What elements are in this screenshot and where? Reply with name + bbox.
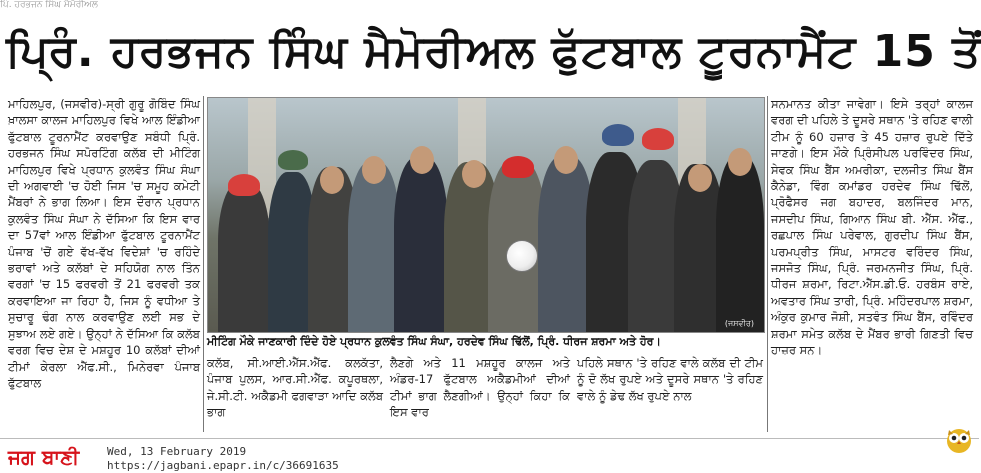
person <box>218 182 270 332</box>
article-column-2c: ਪਹਿਲੇ ਸਥਾਨ 'ਤੇ ਰਹਿਣ ਵਾਲੇ ਕਲੱਬ ਦੀ ਟੀਮ ਨੂੰ ਦੋ ਲੱਖ ਰੁਪਏ ਅਤੇ ਦੂਸਰੇ ਸਥਾਨ 'ਤੇ ਰਹਿਣ ਵਾਲੇ ਨੂੰ ਡੇਢ ਲੱਖ ਰੁਪਏ ਨਾਲ <box>577 356 763 403</box>
turban <box>502 156 534 178</box>
head <box>362 156 386 184</box>
head <box>554 146 578 174</box>
column-divider <box>203 96 204 432</box>
head <box>688 164 712 192</box>
person <box>394 157 448 332</box>
footer-divider <box>0 438 979 439</box>
turban <box>228 174 260 196</box>
headline: ਪ੍ਰਿੰ. ਹਰਭਜਨ ਸਿੰਘ ਮੈਮੋਰੀਅਲ ਫੁੱਟਬਾਲ ਟੂਰਨਾਮੈਂਟ 15 ਤੋਂ <box>6 26 981 77</box>
article-column-2b: ਲੈਣਗੇ ਅਤੇ 11 ਮਸ਼ਹੂਰ ਕਾਲਜ ਅਤੇ ਅੰਡਰ-17 ਫੁੱਟਬਾਲ ਅਕੈਡਮੀਆਂ ਦੀਆਂ ਟੀਮਾਂ ਭਾਗ ਲੈਣਗੀਆਂ। ਉਨ੍ਹਾਂ ਕਿਹਾ ਕਿ ਇਸ ਵਾਰ <box>390 356 570 420</box>
turban <box>278 150 308 170</box>
article-column-1: ਮਾਹਿਲਪੁਰ, (ਜਸਵੀਰ)-ਸ੍ਰੀ ਗੁਰੂ ਗੋਬਿੰਦ ਸਿੰਘ ਖ਼ਾਲਸਾ ਕਾਲਜ ਮਾਹਿਲਪੁਰ ਵਿਖੇ ਆਲ ਇੰਡੀਆ ਫੁੱਟਬਾਲ ਟੂਰਨਾਮੈਂਟ ਕਰਵਾਉਣ ਸਬੰਧੀ ਪ੍ਰਿੰ. ਹਰਭਜਨ ਸਿੰਘ ਸਪੋਰਟਿੰਗ ਕਲੱਬ ਦੀ ਮੀਟਿੰਗ ਮਾਹਿਲਪੁਰ ਵਿਖੇ ਪ੍ਰਧਾਨ ਕੁਲਵੰਤ ਸਿੰਘ ਸੰਘਾ ਦੀ ਅਗਵਾਈ 'ਚ ਹੋਈ ਜਿਸ 'ਚ ਸਮੂਹ ਕਮੇਟੀ ਮੈਂਬਰਾਂ ਨੇ ਭਾਗ ਲਿਆ। ਇਸ ਦੌਰਾਨ ਪ੍ਰਧਾਨ ਕੁਲਵੰਤ ਸਿੰਘ ਸੰਘਾ ਨੇ ਦੱਸਿਆ ਕਿ ਇਸ ਵਾਰ ਦਾ 57ਵਾਂ ਆਲ ਇੰਡੀਆ ਫੁੱਟਬਾਲ ਟੂਰਨਾਮੈਂਟ ਪੰਜਾਬ 'ਚੋਂ ਗਏ ਵੱਖ-ਵੱਖ ਵਿਦੇਸ਼ਾਂ 'ਚ ਰਹਿੰਦੇ ਭਰਾਵਾਂ ਅਤੇ ਕਲੱਬਾਂ ਦੇ ਸਹਿਯੋਗ ਨਾਲ ਤਿੰਨ ਵਰਗਾਂ 'ਚ 15 ਫਰਵਰੀ ਤੋਂ 21 ਫਰਵਰੀ ਤਕ ਕਰਵਾਇਆ ਜਾ ਰਿਹਾ ਹੈ, ਜਿਸ ਨੂੰ ਵਧੀਆ ਤੇ ਸੁਚਾਰੂ ਢੰਗ ਨਾਲ ਕਰਵਾਉਣ ਲਈ ਸਭ ਦੇ ਸੁਝਾਅ ਲਏ ਗਏ। ਉਨ੍ਹਾਂ ਨੇ ਦੱਸਿਆ ਕਿ ਕਲੱਬ ਵਰਗ ਵਿਚ ਦੇਸ਼ ਦੇ ਮਸ਼ਹੂਰ 10 ਕਲੱਬਾਂ ਦੀਆਂ ਟੀਮਾਂ ਕੇਰਲਾ ਐੱਫ.ਸੀ., ਮਿਨੇਰਵਾ ਪੰਜਾਬ ਫੁੱਟਬਾਲ <box>8 97 200 390</box>
publication-date: Wed, 13 February 2019 <box>107 445 247 458</box>
turban <box>642 128 674 150</box>
footer-meta <box>107 445 339 473</box>
column-divider <box>767 96 768 432</box>
head <box>320 166 344 194</box>
news-photo <box>207 97 765 333</box>
head <box>728 148 752 176</box>
head <box>462 160 486 188</box>
article-column-2a: ਕਲੱਬ, ਸੀ.ਆਈ.ਐੱਸ.ਐੱਫ. ਕਲਕੱਤਾ, ਪੰਜਾਬ ਪੁਲਸ, ਆਰ.ਸੀ.ਐੱਫ. ਕਪੂਰਥਲਾ, ਜੇ.ਸੀ.ਟੀ. ਅਕੈਡਮੀ ਫਗਵਾੜਾ ਆਦਿ ਕਲੱਬ ਭਾਗ <box>207 356 383 420</box>
person <box>716 156 764 332</box>
jagbani-logo: ਜਗ ਬਾਣੀ <box>8 445 80 469</box>
turban <box>602 124 634 146</box>
top-strip: ਪਿੰ. ਹਰਭਜਨ ਸਿੰਘ ਮੈਮੋਰੀਅਲ <box>0 0 98 10</box>
owl-mascot-icon <box>944 424 974 454</box>
epaper-url[interactable]: https://jagbani.epapr.in/c/36691635 <box>107 459 339 472</box>
photo-credit: (ਜਸਵੀਰ) <box>724 319 754 328</box>
football <box>506 240 538 272</box>
article-column-3: ਸਨਮਾਨਤ ਕੀਤਾ ਜਾਵੇਗਾ। ਇਸੇ ਤਰ੍ਹਾਂ ਕਾਲਜ ਵਰਗ ਦੀ ਪਹਿਲੇ ਤੇ ਦੂਸਰੇ ਸਥਾਨ 'ਤੇ ਰਹਿਣ ਵਾਲੀ ਟੀਮ ਨੂੰ 60 ਹਜ਼ਾਰ ਤੇ 45 ਹਜ਼ਾਰ ਰੁਪਏ ਦਿੱਤੇ ਜਾਣਗੇ। ਇਸ ਮੌਕੇ ਪ੍ਰਿੰਸੀਪਲ ਪਰਵਿੰਦਰ ਸਿੰਘ, ਸੇਵਕ ਸਿੰਘ ਬੈਂਸ ਅਮਰੀਕਾ, ਦਲਜੀਤ ਸਿੰਘ ਬੈਂਸ ਕੈਨੇਡਾ, ਵਿੰਗ ਕਮਾਂਡਰ ਹਰਦੇਵ ਸਿੰਘ ਢਿੱਲੋਂ, ਪ੍ਰੋਫੈਸਰ ਜਗ ਬਹਾਦਰ, ਬਲਜਿੰਦਰ ਮਾਨ, ਜਸਦੀਪ ਸਿੰਘ, ਗਿਆਨ ਸਿੰਘ ਬੀ. ਐੱਸ. ਐੱਫ., ਰਛਪਾਲ ਸਿੰਘ ਪਰੇਵਾਲ, ਗੁਰਦੀਪ ਸਿੰਘ ਬੈਂਸ, ਪਰਮਪ੍ਰੀਤ ਸਿੰਘ, ਮਾਸਟਰ ਵਰਿੰਦਰ ਸਿੰਘ, ਜਸਜੋਤ ਸਿੰਘ, ਪ੍ਰਿੰ. ਜਰਮਨਜੀਤ ਸਿੰਘ, ਪ੍ਰਿੰ. ਧੀਰਜ ਸ਼ਰਮਾ, ਰਿਟਾ.ਐੱਸ.ਡੀ.ਓ. ਹਰਬੰਸ ਰਾਏ, ਅਵਤਾਰ ਸਿੰਘ ਤਾਰੀ, ਪ੍ਰਿੰ. ਮਹਿੰਦਰਪਾਲ ਸ਼ਰਮਾ, ਅੰਕੁਰ ਕੁਮਾਰ ਜੋਸ਼ੀ, ਸਤਵੰਤ ਸਿੰਘ ਬੈਂਸ, ਰਵਿੰਦਰ ਸ਼ਰਮਾ ਸਮੇਤ ਕਲੱਬ ਦੇ ਮੈਂਬਰ ਭਾਰੀ ਗਿਣਤੀ ਵਿਚ ਹਾਜ਼ਰ ਸਨ। <box>771 97 973 358</box>
photo-caption: ਮੀਟਿੰਗ ਮੌਕੇ ਜਾਣਕਾਰੀ ਦਿੰਦੇ ਹੋਏ ਪ੍ਰਧਾਨ ਕੁਲਵੰਤ ਸਿੰਘ ਸੰਘਾ, ਹਰਦੇਵ ਸਿੰਘ ਢਿੱਲੋਂ, ਪ੍ਰਿੰ. ਧੀਰਜ ਸ਼ਰਮਾ ਅਤੇ ਹੋਰ। <box>207 335 661 348</box>
person <box>348 162 400 332</box>
head <box>410 146 434 174</box>
